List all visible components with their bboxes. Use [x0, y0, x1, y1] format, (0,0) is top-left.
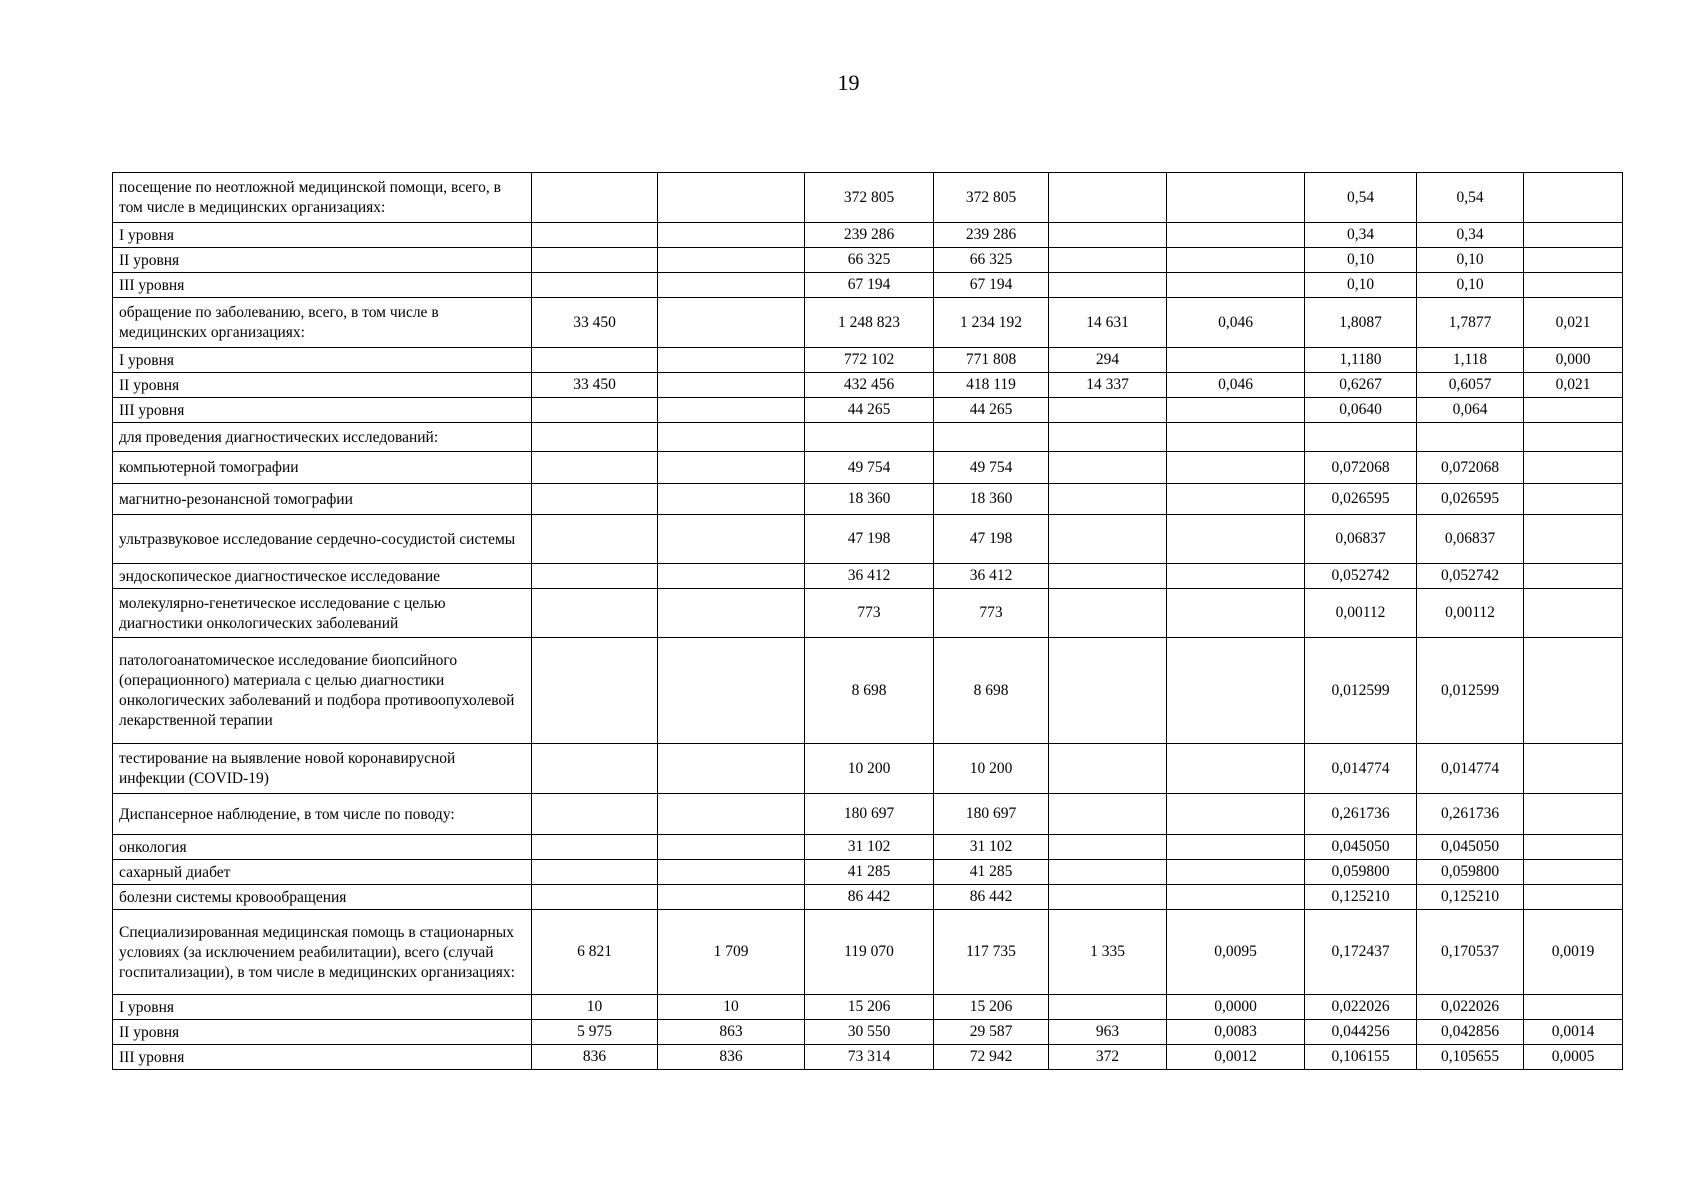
table-cell — [1049, 860, 1167, 885]
table-cell: 1 335 — [1049, 910, 1167, 995]
row-label: II уровня — [113, 1020, 532, 1045]
table-cell: 10 200 — [805, 744, 934, 794]
table-cell: 66 325 — [805, 248, 934, 273]
table-cell — [1524, 794, 1623, 835]
table-cell — [658, 589, 805, 638]
table-cell — [934, 423, 1049, 452]
table-row — [113, 1045, 1623, 1070]
table-row — [113, 373, 1623, 398]
table-cell: 0,014774 — [1305, 744, 1417, 794]
table-cell: 0,10 — [1305, 273, 1417, 298]
table-cell: 294 — [1049, 348, 1167, 373]
table-cell: 0,105655 — [1417, 1045, 1524, 1070]
table-cell: 0,012599 — [1417, 638, 1524, 744]
table-cell — [1167, 273, 1305, 298]
table-cell — [532, 484, 658, 515]
table-cell: 31 102 — [934, 835, 1049, 860]
table-cell — [1049, 173, 1167, 223]
table-cell: 836 — [658, 1045, 805, 1070]
table-cell: 41 285 — [934, 860, 1049, 885]
table-cell — [1167, 564, 1305, 589]
table-cell: 67 194 — [805, 273, 934, 298]
table-cell — [532, 638, 658, 744]
table-row — [113, 794, 1623, 835]
table-cell — [658, 398, 805, 423]
table-cell — [532, 744, 658, 794]
table-row — [113, 860, 1623, 885]
table-cell: 0,6057 — [1417, 373, 1524, 398]
table-cell — [532, 348, 658, 373]
table-cell — [1049, 484, 1167, 515]
table-cell: 0,046 — [1167, 298, 1305, 348]
table-cell: 0,021 — [1524, 298, 1623, 348]
table-cell — [1049, 223, 1167, 248]
row-label: III уровня — [113, 1045, 532, 1070]
table-cell — [658, 173, 805, 223]
table-cell — [1524, 484, 1623, 515]
table-cell — [1167, 484, 1305, 515]
table-cell: 863 — [658, 1020, 805, 1045]
table-row — [113, 248, 1623, 273]
table-cell: 0,0095 — [1167, 910, 1305, 995]
table-row — [113, 173, 1623, 223]
table-cell — [1524, 589, 1623, 638]
table-cell — [1049, 564, 1167, 589]
table-cell — [658, 860, 805, 885]
row-label: магнитно-резонансной томографии — [113, 484, 532, 515]
table-row — [113, 835, 1623, 860]
table-row — [113, 298, 1623, 348]
table-cell: 180 697 — [805, 794, 934, 835]
table-cell — [1167, 744, 1305, 794]
row-label: Диспансерное наблюдение, в том числе по поводу: — [113, 794, 532, 835]
table-body — [113, 173, 1623, 1070]
table-cell — [1167, 248, 1305, 273]
table-cell — [658, 638, 805, 744]
table-cell: 5 975 — [532, 1020, 658, 1045]
table-cell — [805, 423, 934, 452]
table-cell: 0,012599 — [1305, 638, 1417, 744]
row-label: II уровня — [113, 373, 532, 398]
table-cell: 10 200 — [934, 744, 1049, 794]
table-cell — [1049, 638, 1167, 744]
table-cell: 773 — [805, 589, 934, 638]
table-cell — [1167, 348, 1305, 373]
table-cell: 14 631 — [1049, 298, 1167, 348]
table-cell: 0,10 — [1305, 248, 1417, 273]
table-cell: 0,106155 — [1305, 1045, 1417, 1070]
row-label: тестирование на выявление новой коронавирусной инфекции (COVID-19) — [113, 744, 532, 794]
table-cell: 0,0005 — [1524, 1045, 1623, 1070]
table-cell — [532, 515, 658, 564]
table-cell — [658, 515, 805, 564]
table-row — [113, 564, 1623, 589]
table-cell: 0,022026 — [1417, 995, 1524, 1020]
row-label: I уровня — [113, 348, 532, 373]
table-cell — [1524, 885, 1623, 910]
table-cell — [658, 885, 805, 910]
table-cell: 86 442 — [805, 885, 934, 910]
table-row — [113, 1020, 1623, 1045]
row-label: I уровня — [113, 223, 532, 248]
row-label: обращение по заболеванию, всего, в том числе в медицинских организациях: — [113, 298, 532, 348]
table-cell — [1524, 223, 1623, 248]
table-cell — [658, 452, 805, 484]
table-cell: 29 587 — [934, 1020, 1049, 1045]
table-cell: 0,014774 — [1417, 744, 1524, 794]
table-row — [113, 452, 1623, 484]
table-cell — [1049, 995, 1167, 1020]
table-cell: 8 698 — [805, 638, 934, 744]
table-cell — [1167, 173, 1305, 223]
table-cell — [1167, 423, 1305, 452]
table-cell: 0,0012 — [1167, 1045, 1305, 1070]
table-cell: 36 412 — [934, 564, 1049, 589]
table-cell — [658, 298, 805, 348]
table-cell: 1,118 — [1417, 348, 1524, 373]
table-cell: 73 314 — [805, 1045, 934, 1070]
table-cell — [532, 589, 658, 638]
table-cell: 0,0640 — [1305, 398, 1417, 423]
row-label: посещение по неотложной медицинской помощи, всего, в том числе в медицинских организациях: — [113, 173, 532, 223]
table-cell: 0,052742 — [1417, 564, 1524, 589]
table-row — [113, 423, 1623, 452]
table-cell — [658, 348, 805, 373]
table-cell: 30 550 — [805, 1020, 934, 1045]
table-cell: 0,045050 — [1305, 835, 1417, 860]
table-row — [113, 484, 1623, 515]
table-cell — [1167, 885, 1305, 910]
table-cell — [1167, 515, 1305, 564]
table-cell — [1049, 248, 1167, 273]
table-cell: 18 360 — [934, 484, 1049, 515]
table-cell: 36 412 — [805, 564, 934, 589]
table-cell — [658, 794, 805, 835]
table-cell — [532, 398, 658, 423]
table-cell — [1049, 589, 1167, 638]
table-cell: 772 102 — [805, 348, 934, 373]
table-cell — [1524, 273, 1623, 298]
table-cell: 14 337 — [1049, 373, 1167, 398]
table-cell — [1524, 398, 1623, 423]
table-cell: 0,34 — [1305, 223, 1417, 248]
row-label: эндоскопическое диагностическое исследование — [113, 564, 532, 589]
table-cell: 0,06837 — [1305, 515, 1417, 564]
table-cell — [1167, 835, 1305, 860]
table-cell: 0,026595 — [1417, 484, 1524, 515]
table-cell — [658, 273, 805, 298]
table-cell: 117 735 — [934, 910, 1049, 995]
table-cell: 0,125210 — [1417, 885, 1524, 910]
table-row — [113, 398, 1623, 423]
table-cell: 15 206 — [805, 995, 934, 1020]
table-cell — [1524, 515, 1623, 564]
table-cell — [658, 248, 805, 273]
row-label: III уровня — [113, 398, 532, 423]
table-cell: 372 805 — [805, 173, 934, 223]
table-cell — [1167, 638, 1305, 744]
table-cell — [1524, 744, 1623, 794]
table-cell: 0,072068 — [1305, 452, 1417, 484]
table-cell: 49 754 — [805, 452, 934, 484]
table-cell: 0,10 — [1417, 248, 1524, 273]
row-label: онкология — [113, 835, 532, 860]
data-table — [112, 172, 1623, 1070]
table-cell: 49 754 — [934, 452, 1049, 484]
table-cell — [1524, 638, 1623, 744]
table-cell — [532, 273, 658, 298]
row-label: патологоанатомическое исследование биопсийного (операционного) материала с целью диагностики онкологических заболеваний и подбора противоопухолевой лекарственной терапии — [113, 638, 532, 744]
table-cell: 0,261736 — [1305, 794, 1417, 835]
table-cell: 0,042856 — [1417, 1020, 1524, 1045]
table-cell: 372 805 — [934, 173, 1049, 223]
table-cell — [1524, 835, 1623, 860]
table-cell: 0,021 — [1524, 373, 1623, 398]
table-cell: 1,8087 — [1305, 298, 1417, 348]
table-cell: 18 360 — [805, 484, 934, 515]
table-cell — [1524, 173, 1623, 223]
table-cell: 0,072068 — [1417, 452, 1524, 484]
table-row — [113, 589, 1623, 638]
table-cell: 1 709 — [658, 910, 805, 995]
table-row — [113, 638, 1623, 744]
table-cell: 0,06837 — [1417, 515, 1524, 564]
table-cell: 66 325 — [934, 248, 1049, 273]
table-cell — [1524, 452, 1623, 484]
table-cell: 44 265 — [805, 398, 934, 423]
table-cell — [1305, 423, 1417, 452]
row-label: ультразвуковое исследование сердечно-сосудистой системы — [113, 515, 532, 564]
table-cell: 0,34 — [1417, 223, 1524, 248]
table-cell — [1049, 515, 1167, 564]
table-cell: 836 — [532, 1045, 658, 1070]
table-cell — [532, 794, 658, 835]
table-cell — [532, 835, 658, 860]
table-cell — [532, 564, 658, 589]
table-cell — [1524, 423, 1623, 452]
table-cell: 1 234 192 — [934, 298, 1049, 348]
table-cell: 239 286 — [805, 223, 934, 248]
table-cell: 0,0014 — [1524, 1020, 1623, 1045]
table-cell: 0,052742 — [1305, 564, 1417, 589]
table-cell: 0,6267 — [1305, 373, 1417, 398]
row-label: компьютерной томографии — [113, 452, 532, 484]
table-cell — [532, 173, 658, 223]
table-cell — [532, 452, 658, 484]
table-cell: 0,045050 — [1417, 835, 1524, 860]
table-cell: 0,54 — [1305, 173, 1417, 223]
table-cell: 773 — [934, 589, 1049, 638]
table-cell: 180 697 — [934, 794, 1049, 835]
table-cell: 372 — [1049, 1045, 1167, 1070]
table-row — [113, 515, 1623, 564]
table-row — [113, 995, 1623, 1020]
table-cell — [658, 484, 805, 515]
table-cell: 0,000 — [1524, 348, 1623, 373]
table-cell: 47 198 — [805, 515, 934, 564]
table-cell — [1167, 589, 1305, 638]
table-row — [113, 348, 1623, 373]
table-cell — [1524, 860, 1623, 885]
table-cell: 0,0000 — [1167, 995, 1305, 1020]
table-cell: 86 442 — [934, 885, 1049, 910]
table-cell: 239 286 — [934, 223, 1049, 248]
table-cell: 418 119 — [934, 373, 1049, 398]
table-cell: 0,046 — [1167, 373, 1305, 398]
table-cell — [1049, 273, 1167, 298]
table-row — [113, 910, 1623, 995]
table-cell: 432 456 — [805, 373, 934, 398]
table-cell — [658, 564, 805, 589]
row-label: I уровня — [113, 995, 532, 1020]
table-cell: 33 450 — [532, 298, 658, 348]
table-cell: 119 070 — [805, 910, 934, 995]
table-cell — [1167, 860, 1305, 885]
table-cell — [1524, 995, 1623, 1020]
table-cell: 31 102 — [805, 835, 934, 860]
table-cell: 10 — [532, 995, 658, 1020]
table-cell — [1049, 794, 1167, 835]
table-cell: 1,1180 — [1305, 348, 1417, 373]
table-row — [113, 223, 1623, 248]
table-cell: 1,7877 — [1417, 298, 1524, 348]
row-label: сахарный диабет — [113, 860, 532, 885]
table-cell: 33 450 — [532, 373, 658, 398]
table-cell — [1049, 835, 1167, 860]
table-cell — [1049, 744, 1167, 794]
table-cell: 0,170537 — [1417, 910, 1524, 995]
table-cell — [658, 423, 805, 452]
table-cell — [1417, 423, 1524, 452]
row-label: Специализированная медицинская помощь в стационарных условиях (за исключением реабилитации), всего (случай госпитализации), в том числе в медицинских организациях: — [113, 910, 532, 995]
table-cell: 0,00112 — [1305, 589, 1417, 638]
table-cell: 0,044256 — [1305, 1020, 1417, 1045]
row-label: III уровня — [113, 273, 532, 298]
table-cell: 0,0083 — [1167, 1020, 1305, 1045]
row-label: молекулярно-генетическое исследование с целью диагностики онкологических заболеваний — [113, 589, 532, 638]
table-cell — [1049, 452, 1167, 484]
table-cell — [1049, 398, 1167, 423]
table-cell: 8 698 — [934, 638, 1049, 744]
table-cell — [532, 860, 658, 885]
table-cell: 0,10 — [1417, 273, 1524, 298]
table-cell: 963 — [1049, 1020, 1167, 1045]
table-cell — [1524, 248, 1623, 273]
table-cell: 15 206 — [934, 995, 1049, 1020]
table-cell: 0,172437 — [1305, 910, 1417, 995]
page-number: 19 — [837, 70, 860, 95]
table-cell — [1167, 223, 1305, 248]
table-cell: 0,261736 — [1417, 794, 1524, 835]
table-cell: 72 942 — [934, 1045, 1049, 1070]
table-row — [113, 273, 1623, 298]
table-cell — [658, 744, 805, 794]
table-row — [113, 744, 1623, 794]
table-cell: 0,022026 — [1305, 995, 1417, 1020]
table-row — [113, 885, 1623, 910]
table-cell — [658, 835, 805, 860]
row-label: для проведения диагностических исследований: — [113, 423, 532, 452]
table-cell: 0,026595 — [1305, 484, 1417, 515]
row-label: болезни системы кровообращения — [113, 885, 532, 910]
table-cell — [1524, 564, 1623, 589]
table-cell: 0,0019 — [1524, 910, 1623, 995]
table-cell — [658, 373, 805, 398]
table-cell — [1167, 398, 1305, 423]
table-cell: 10 — [658, 995, 805, 1020]
table-cell — [532, 248, 658, 273]
table-cell — [1049, 885, 1167, 910]
table-cell — [1167, 452, 1305, 484]
table-cell — [532, 223, 658, 248]
table-cell: 771 808 — [934, 348, 1049, 373]
table-cell: 0,00112 — [1417, 589, 1524, 638]
table-cell — [1049, 423, 1167, 452]
table-cell: 0,064 — [1417, 398, 1524, 423]
table-cell: 47 198 — [934, 515, 1049, 564]
table-cell — [532, 423, 658, 452]
table-cell: 67 194 — [934, 273, 1049, 298]
table-cell: 0,54 — [1417, 173, 1524, 223]
table-cell — [658, 223, 805, 248]
table-cell: 0,059800 — [1305, 860, 1417, 885]
table-cell: 6 821 — [532, 910, 658, 995]
table-cell: 44 265 — [934, 398, 1049, 423]
table-cell — [1167, 794, 1305, 835]
table-cell — [532, 885, 658, 910]
table-cell: 0,059800 — [1417, 860, 1524, 885]
table-cell: 1 248 823 — [805, 298, 934, 348]
table-cell: 0,125210 — [1305, 885, 1417, 910]
row-label: II уровня — [113, 248, 532, 273]
table-cell: 41 285 — [805, 860, 934, 885]
